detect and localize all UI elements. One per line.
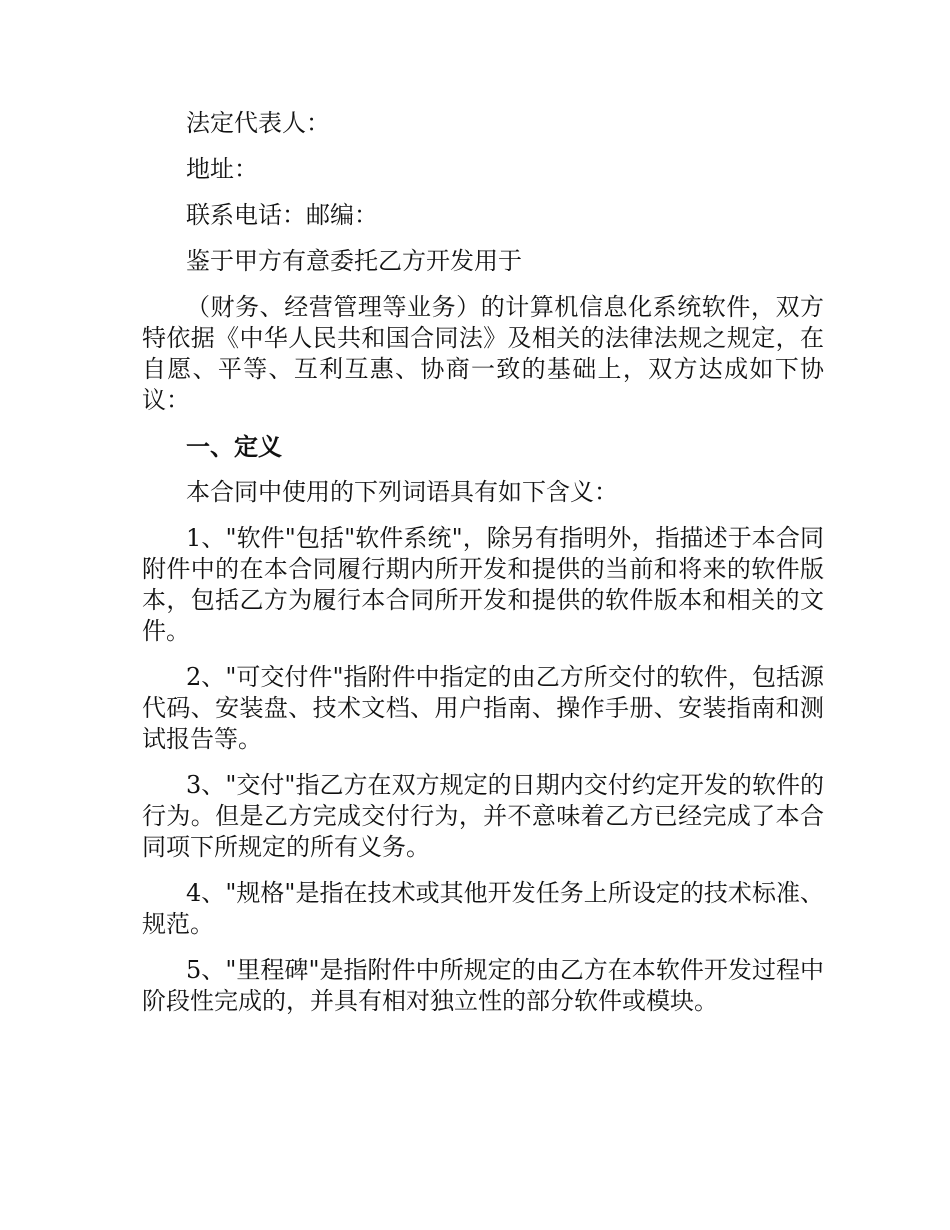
phone-postcode-field: 联系电话：邮编：	[186, 201, 378, 229]
section-intro: 本合同中使用的下列词语具有如下含义：	[186, 478, 618, 506]
definition-item: 1、"软件"包括"软件系统"，除另有指明外，指描述于本合同附件中的在本合同履行期内所开发和提供的当前和将来的软件版本，包括乙方为履行本合同所开发和提供的软件版本和相关的文件。	[142, 524, 824, 645]
definition-item: 3、"交付"指乙方在双方规定的日期内交付约定开发的软件的行为。但是乙方完成交付行为，并不意味着乙方已经完成了本合同项下所规定的所有义务。	[142, 771, 824, 861]
definition-item: 2、"可交付件"指附件中指定的由乙方所交付的软件，包括源代码、安装盘、技术文档、用户指南、操作手册、安装指南和测试报告等。	[142, 663, 824, 753]
recital-paragraph: （财务、经营管理等业务）的计算机信息化系统软件，双方特依据《中华人民共和国合同法》及相关的法律法规之规定，在自愿、平等、互利互惠、协商一致的基础上，双方达成如下协议：	[142, 293, 824, 414]
document-body	[142, 108, 824, 1032]
address-field: 地址：	[186, 155, 258, 183]
legal-representative-field: 法定代表人：	[186, 109, 330, 137]
section-heading: 一、定义	[186, 432, 282, 461]
recital-line: 鉴于甲方有意委托乙方开发用于	[186, 247, 522, 275]
definition-item: 5、"里程碑"是指附件中所规定的由乙方在本软件开发过程中阶段性完成的，并具有相对独立性的部分软件或模块。	[142, 956, 824, 1015]
definition-item: 4、"规格"是指在技术或其他开发任务上所设定的技术标准、规范。	[142, 879, 824, 938]
